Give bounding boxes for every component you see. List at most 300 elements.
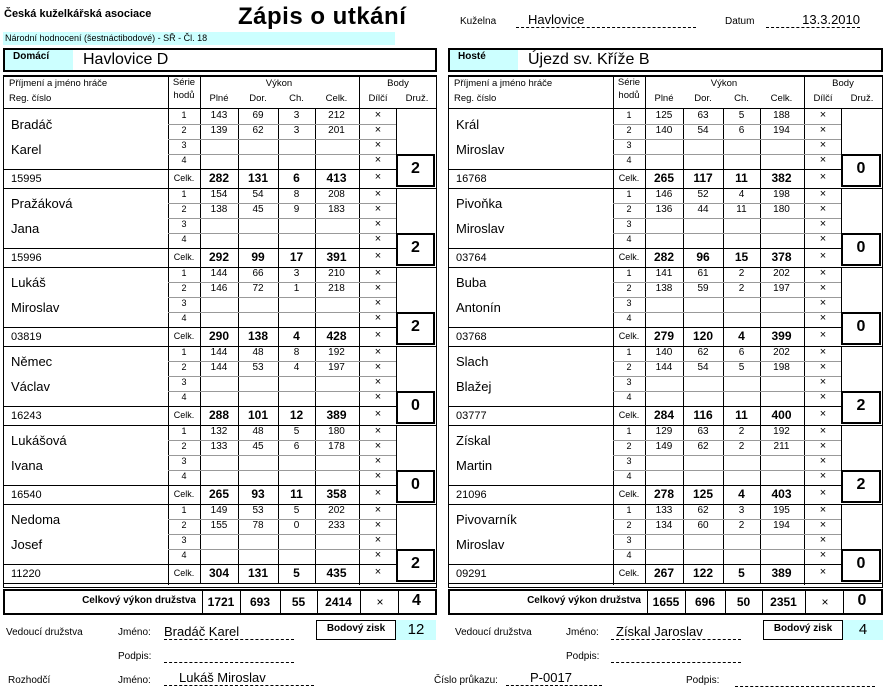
home-total-value: 5: [293, 566, 300, 580]
away-total-line: [448, 564, 841, 565]
home-sum-value: 1721: [207, 595, 235, 609]
home-player-points: 2: [411, 160, 420, 177]
home-series-num: 3: [181, 535, 187, 545]
home-dilci-mark: ×: [374, 154, 382, 166]
home-player-points: 2: [411, 555, 420, 572]
home-total-value: 12: [289, 408, 304, 422]
home-series-num: 4: [181, 550, 187, 560]
away-total-value: 382: [771, 171, 792, 185]
home-sign-line: [164, 648, 294, 663]
home-dilci-mark: ×: [374, 218, 382, 230]
home-col-ch: Ch.: [289, 93, 304, 104]
away-dilci-mark: ×: [819, 391, 827, 403]
away-dilci-mark: ×: [819, 124, 827, 136]
home-total-value: 389: [326, 408, 347, 422]
home-dilci-mark: ×: [374, 203, 382, 215]
away-player-firstname: Martin: [456, 458, 493, 473]
away-series-value: 134: [655, 520, 673, 531]
away-total-value: 116: [693, 408, 713, 422]
home-dilci-mark: ×: [374, 376, 382, 388]
home-series-num: 3: [181, 219, 187, 229]
away-total-value: 4: [738, 487, 745, 501]
home-player-surname: Pražáková: [11, 196, 73, 211]
away-series-num: 4: [626, 550, 632, 560]
home-series-value: 143: [210, 110, 228, 121]
home-sum-value: 693: [249, 595, 271, 609]
home-series-num: 1: [181, 505, 187, 515]
venue-label: Kuželna: [460, 16, 497, 27]
away-sum-value: 1655: [652, 595, 680, 609]
home-series-value: 183: [328, 204, 345, 215]
home-player-points: 2: [411, 239, 420, 256]
away-sum-row: [448, 589, 883, 615]
away-player-surname: Slach: [456, 354, 489, 369]
away-series-value: 188: [773, 110, 790, 121]
home-col-reg: Reg. číslo: [9, 93, 52, 104]
away-series-value: 141: [655, 268, 673, 279]
home-total-line: [3, 564, 396, 565]
home-series-num: 2: [181, 441, 187, 451]
away-total-label: Celk.: [618, 410, 640, 420]
away-player-surname: Pivoňka: [456, 196, 503, 211]
home-leader-name-label: Jméno:: [118, 627, 151, 638]
home-series-value: 8: [293, 189, 300, 200]
home-series-num: 2: [181, 520, 187, 530]
home-player-reg: 15996: [11, 252, 42, 264]
home-series-value: 78: [252, 520, 264, 531]
home-col-vykon: Výkon: [265, 78, 293, 89]
home-dilci-mark: ×: [374, 425, 382, 437]
away-series-num: 4: [626, 234, 632, 244]
home-player-reg: 03819: [11, 331, 42, 343]
organization: Česká kuželkářská asociace: [4, 8, 152, 20]
home-dilci-mark: ×: [374, 233, 382, 245]
home-sum-row: [3, 589, 437, 615]
home-player-reg: 16243: [11, 410, 42, 422]
away-series-value: 2: [738, 283, 745, 294]
home-dilci-mark: ×: [374, 455, 382, 467]
away-team-name: Újezd sv. Kříže B: [528, 51, 650, 68]
home-sum-dilci-mark: ×: [376, 595, 384, 609]
league-label: Národní hodnocení (šestnáctibodové) - SŘ - Čl. 18: [3, 32, 395, 45]
home-series-num: 4: [181, 313, 187, 323]
away-series-value: 4: [738, 189, 745, 200]
home-bodovy-value: 12: [396, 620, 436, 640]
home-series-value: 0: [293, 520, 300, 531]
home-total-value: 290: [208, 329, 230, 343]
away-series-value: 138: [655, 283, 673, 294]
away-dilci-mark: ×: [819, 203, 827, 215]
away-dilci-mark: ×: [819, 346, 827, 358]
home-total-value: 17: [289, 250, 304, 264]
away-total-dilci-mark: ×: [819, 408, 827, 420]
away-dilci-mark: ×: [819, 361, 827, 373]
home-total-line: [3, 327, 396, 328]
away-series-value: 63: [697, 426, 709, 437]
home-series-num: 4: [181, 392, 187, 402]
away-col-player: Příjmení a jméno hráče: [454, 78, 553, 89]
away-dilci-mark: ×: [819, 425, 827, 437]
away-col-celk: Celk.: [770, 93, 793, 104]
away-series-num: 2: [626, 441, 632, 451]
home-dilci-mark: ×: [374, 534, 382, 546]
home-col-player: Příjmení a jméno hráče: [9, 78, 108, 89]
home-player-surname: Bradáč: [11, 117, 53, 132]
away-col-vykon: Výkon: [710, 78, 738, 89]
home-series-value: 154: [210, 189, 228, 200]
away-total-value: 389: [771, 566, 792, 580]
home-total-label: Celk.: [173, 173, 195, 183]
venue-value: Havlovice: [516, 12, 696, 28]
away-leader-label: Vedoucí družstva: [455, 627, 532, 638]
home-total-value: 138: [247, 329, 269, 343]
home-col-celk: Celk.: [325, 93, 348, 104]
home-col-series2: hodů: [173, 90, 195, 101]
home-series-value: 48: [252, 347, 264, 358]
home-total-value: 99: [251, 250, 265, 264]
home-col-body: Body: [387, 78, 409, 89]
away-series-value: 194: [773, 125, 790, 136]
home-dilci-mark: ×: [374, 312, 382, 324]
away-bodovy-value: 4: [843, 620, 883, 640]
home-leader-label: Vedoucí družstva: [6, 627, 83, 638]
home-series-num: 2: [181, 125, 187, 135]
away-total-value: 15: [734, 250, 749, 264]
away-player-reg: 03777: [456, 410, 487, 422]
home-total-value: 428: [326, 329, 347, 343]
away-series-value: 140: [655, 347, 673, 358]
home-series-value: 192: [328, 347, 345, 358]
away-leader-name: Získal Jaroslav: [611, 624, 741, 640]
away-series-value: 62: [697, 505, 709, 516]
away-total-label: Celk.: [618, 173, 640, 183]
away-series-value: 54: [697, 125, 709, 136]
away-col-druz: Druž.: [850, 93, 874, 104]
home-player-separator: [3, 583, 437, 584]
home-total-dilci-mark: ×: [374, 250, 382, 262]
away-dilci-mark: ×: [819, 233, 827, 245]
home-col-series1: Série: [172, 77, 196, 88]
home-series-value: 144: [210, 347, 228, 358]
home-player-points: 0: [411, 397, 420, 414]
away-total-value: 279: [653, 329, 675, 343]
home-series-value: 45: [252, 204, 264, 215]
away-player-points: 2: [856, 476, 866, 493]
away-total-value: 282: [653, 250, 675, 264]
home-total-label: Celk.: [173, 489, 195, 499]
away-leader-name-label: Jméno:: [566, 627, 599, 638]
home-total-dilci-mark: ×: [374, 171, 382, 183]
away-player-firstname: Miroslav: [456, 221, 505, 236]
page-title: Zápis o utkání: [238, 3, 407, 30]
home-series-num: 2: [181, 283, 187, 293]
home-player-surname: Němec: [11, 354, 53, 369]
away-dilci-mark: ×: [819, 267, 827, 279]
away-series-value: 133: [655, 505, 673, 516]
home-dilci-mark: ×: [374, 519, 382, 531]
home-dilci-mark: ×: [374, 391, 382, 403]
away-player-reg: 09291: [456, 568, 487, 580]
away-dilci-mark: ×: [819, 312, 827, 324]
away-total-value: 278: [653, 487, 675, 501]
home-team-name: Havlovice D: [83, 51, 169, 68]
away-series-value: 129: [655, 426, 673, 437]
away-series-value: 61: [697, 268, 709, 279]
away-series-num: 1: [626, 426, 632, 436]
home-series-value: 45: [252, 441, 264, 452]
away-total-value: 11: [735, 408, 748, 422]
away-total-value: 400: [771, 408, 792, 422]
home-total-dilci-mark: ×: [374, 329, 382, 341]
away-series-value: 180: [773, 204, 790, 215]
home-total-dilci-mark: ×: [374, 487, 382, 499]
home-series-value: 218: [328, 283, 345, 294]
away-total-line: [448, 169, 841, 170]
home-sum-value: 55: [291, 595, 306, 609]
home-series-value: 5: [293, 426, 300, 437]
date-value: 13.3.2010: [766, 12, 860, 28]
away-total-dilci-mark: ×: [819, 250, 827, 262]
away-series-value: 2: [738, 268, 745, 279]
home-total-line: [3, 248, 396, 249]
home-series-num: 3: [181, 298, 187, 308]
away-player-reg: 03768: [456, 331, 487, 343]
away-sum-value: 696: [694, 595, 716, 609]
home-series-value: 72: [252, 283, 264, 294]
home-total-value: 288: [208, 408, 230, 422]
away-total-dilci-mark: ×: [819, 329, 827, 341]
away-player-reg: 03764: [456, 252, 487, 264]
away-series-value: 144: [655, 362, 673, 373]
away-player-firstname: Blažej: [456, 379, 492, 394]
away-series-value: 198: [773, 189, 790, 200]
away-series-value: 202: [773, 268, 790, 279]
away-series-num: 2: [626, 520, 632, 530]
away-total-value: 120: [692, 329, 714, 343]
home-series-value: 138: [210, 204, 228, 215]
away-sum-dilci-mark: ×: [821, 595, 829, 609]
home-player-points: 2: [411, 318, 420, 335]
away-series-num: 3: [626, 456, 632, 466]
home-series-value: 9: [293, 204, 300, 215]
home-series-num: 4: [181, 471, 187, 481]
home-series-value: 233: [328, 520, 345, 531]
away-sum-value: 50: [736, 595, 751, 609]
away-total-label: Celk.: [618, 252, 640, 262]
away-series-num: 1: [626, 505, 632, 515]
home-col-dor: Dor.: [249, 93, 267, 104]
home-dilci-mark: ×: [374, 440, 382, 452]
away-series-value: 211: [773, 441, 790, 452]
away-series-value: 192: [773, 426, 790, 437]
home-player-firstname: Miroslav: [11, 300, 60, 315]
away-player-surname: Pivovarník: [456, 512, 517, 527]
home-sum-label: Celkový výkon družstva: [82, 595, 196, 606]
away-total-value: 399: [771, 329, 792, 343]
away-series-num: 2: [626, 125, 632, 135]
away-col-dilci: Dílčí: [813, 93, 833, 104]
away-series-value: 59: [697, 283, 709, 294]
home-player-reg: 16540: [11, 489, 42, 501]
home-series-value: 53: [252, 505, 264, 516]
home-sum-points: 4: [412, 592, 421, 609]
away-dilci-mark: ×: [819, 297, 827, 309]
away-series-num: 4: [626, 155, 632, 165]
referee-label: Rozhodčí: [8, 675, 51, 686]
away-dilci-mark: ×: [819, 282, 827, 294]
home-series-value: 8: [293, 347, 300, 358]
away-series-num: 1: [626, 189, 632, 199]
away-series-value: 2: [738, 426, 745, 437]
home-total-dilci-mark: ×: [374, 408, 382, 420]
away-series-value: 146: [655, 189, 673, 200]
home-series-value: 149: [210, 505, 228, 516]
away-player-separator: [448, 583, 883, 584]
home-bodovy-label: Bodový zisk: [316, 620, 396, 640]
home-series-value: 202: [328, 505, 345, 516]
home-vsep-2: [200, 75, 201, 108]
home-total-line: [3, 169, 396, 170]
away-player-firstname: Antonín: [456, 300, 501, 315]
away-col-ch: Ch.: [734, 93, 749, 104]
home-series-num: 1: [181, 189, 187, 199]
away-series-value: 194: [773, 520, 790, 531]
home-series-value: 201: [328, 125, 345, 136]
away-total-value: 284: [653, 408, 675, 422]
home-player-points: 0: [411, 476, 420, 493]
away-col-reg: Reg. číslo: [454, 93, 497, 104]
home-series-value: 5: [293, 505, 300, 516]
away-total-value: 4: [738, 329, 745, 343]
away-sum-label: Celkový výkon družstva: [527, 595, 641, 606]
home-series-value: 197: [328, 362, 345, 373]
home-dilci-mark: ×: [374, 139, 382, 151]
home-dilci-mark: ×: [374, 504, 382, 516]
away-total-value: 122: [692, 566, 714, 580]
home-player-surname: Nedoma: [11, 512, 61, 527]
away-total-value: 5: [738, 566, 745, 580]
away-total-value: 378: [771, 250, 792, 264]
away-total-label: Celk.: [618, 331, 640, 341]
home-dilci-mark: ×: [374, 297, 382, 309]
home-dilci-mark: ×: [374, 549, 382, 561]
away-total-dilci-mark: ×: [819, 566, 827, 578]
away-dilci-mark: ×: [819, 188, 827, 200]
away-series-num: 3: [626, 140, 632, 150]
away-total-value: 117: [693, 171, 713, 185]
home-col-druz: Druž.: [405, 93, 429, 104]
away-col-series2: hodů: [618, 90, 640, 101]
away-player-points: 2: [856, 397, 866, 414]
home-series-num: 4: [181, 234, 187, 244]
away-player-points: 0: [856, 239, 866, 256]
home-series-value: 178: [328, 441, 345, 452]
home-total-value: 11: [290, 487, 303, 501]
away-series-value: 136: [655, 204, 673, 215]
away-player-points: 0: [856, 555, 866, 572]
home-total-label: Celk.: [173, 410, 195, 420]
home-series-value: 180: [328, 426, 345, 437]
away-dilci-mark: ×: [819, 440, 827, 452]
home-col-dilci: Dílčí: [368, 93, 388, 104]
away-dilci-mark: ×: [819, 519, 827, 531]
home-series-num: 3: [181, 377, 187, 387]
home-dilci-mark: ×: [374, 470, 382, 482]
home-player-surname: Lukáš: [11, 275, 46, 290]
home-series-num: 1: [181, 347, 187, 357]
away-dilci-mark: ×: [819, 549, 827, 561]
home-series-value: 133: [210, 441, 228, 452]
away-bodovy-label: Bodový zisk: [763, 620, 843, 640]
away-total-value: 265: [653, 171, 675, 185]
home-series-num: 3: [181, 140, 187, 150]
home-total-value: 93: [251, 487, 265, 501]
home-total-value: 282: [208, 171, 230, 185]
home-series-num: 3: [181, 456, 187, 466]
home-series-num: 2: [181, 204, 187, 214]
home-dilci-mark: ×: [374, 109, 382, 121]
home-series-value: 54: [252, 189, 264, 200]
away-series-value: 60: [697, 520, 709, 531]
home-player-firstname: Josef: [11, 537, 43, 552]
home-total-dilci-mark: ×: [374, 566, 382, 578]
home-table: [3, 75, 437, 585]
home-series-num: 2: [181, 362, 187, 372]
away-total-value: 96: [696, 250, 710, 264]
home-player-reg: 15995: [11, 173, 42, 185]
referee-name-label: Jméno:: [118, 675, 151, 686]
away-series-num: 2: [626, 362, 632, 372]
card-label: Číslo průkazu:: [434, 675, 498, 686]
away-total-line: [448, 485, 841, 486]
away-player-surname: Buba: [456, 275, 487, 290]
away-total-line: [448, 327, 841, 328]
home-dilci-mark: ×: [374, 346, 382, 358]
away-series-value: 52: [697, 189, 709, 200]
home-series-value: 212: [328, 110, 345, 121]
home-dilci-mark: ×: [374, 282, 382, 294]
away-series-num: 4: [626, 471, 632, 481]
away-series-value: 62: [697, 347, 709, 358]
away-series-num: 3: [626, 377, 632, 387]
home-total-line: [3, 485, 396, 486]
home-total-value: 435: [326, 566, 347, 580]
away-player-firstname: Miroslav: [456, 142, 505, 157]
away-total-value: 125: [692, 487, 714, 501]
home-series-value: 208: [328, 189, 345, 200]
away-player-points: 0: [856, 318, 866, 335]
home-total-value: 304: [208, 566, 230, 580]
home-sum-value: 2414: [325, 595, 352, 609]
home-series-value: 3: [293, 110, 300, 121]
away-player-firstname: Miroslav: [456, 537, 505, 552]
away-col-body: Body: [832, 78, 854, 89]
away-total-value: 403: [771, 487, 792, 501]
away-series-value: 149: [655, 441, 673, 452]
home-total-value: 265: [208, 487, 230, 501]
away-dilci-mark: ×: [819, 218, 827, 230]
away-series-value: 11: [736, 204, 747, 215]
home-player-surname: Lukášová: [11, 433, 67, 448]
away-tag: Hosté: [450, 50, 518, 70]
away-series-num: 1: [626, 268, 632, 278]
away-player-reg: 16768: [456, 173, 487, 185]
home-series-value: 4: [293, 362, 300, 373]
home-series-value: 155: [210, 520, 228, 531]
home-series-value: 69: [252, 110, 264, 121]
home-series-value: 66: [252, 268, 264, 279]
away-series-value: 2: [738, 441, 745, 452]
